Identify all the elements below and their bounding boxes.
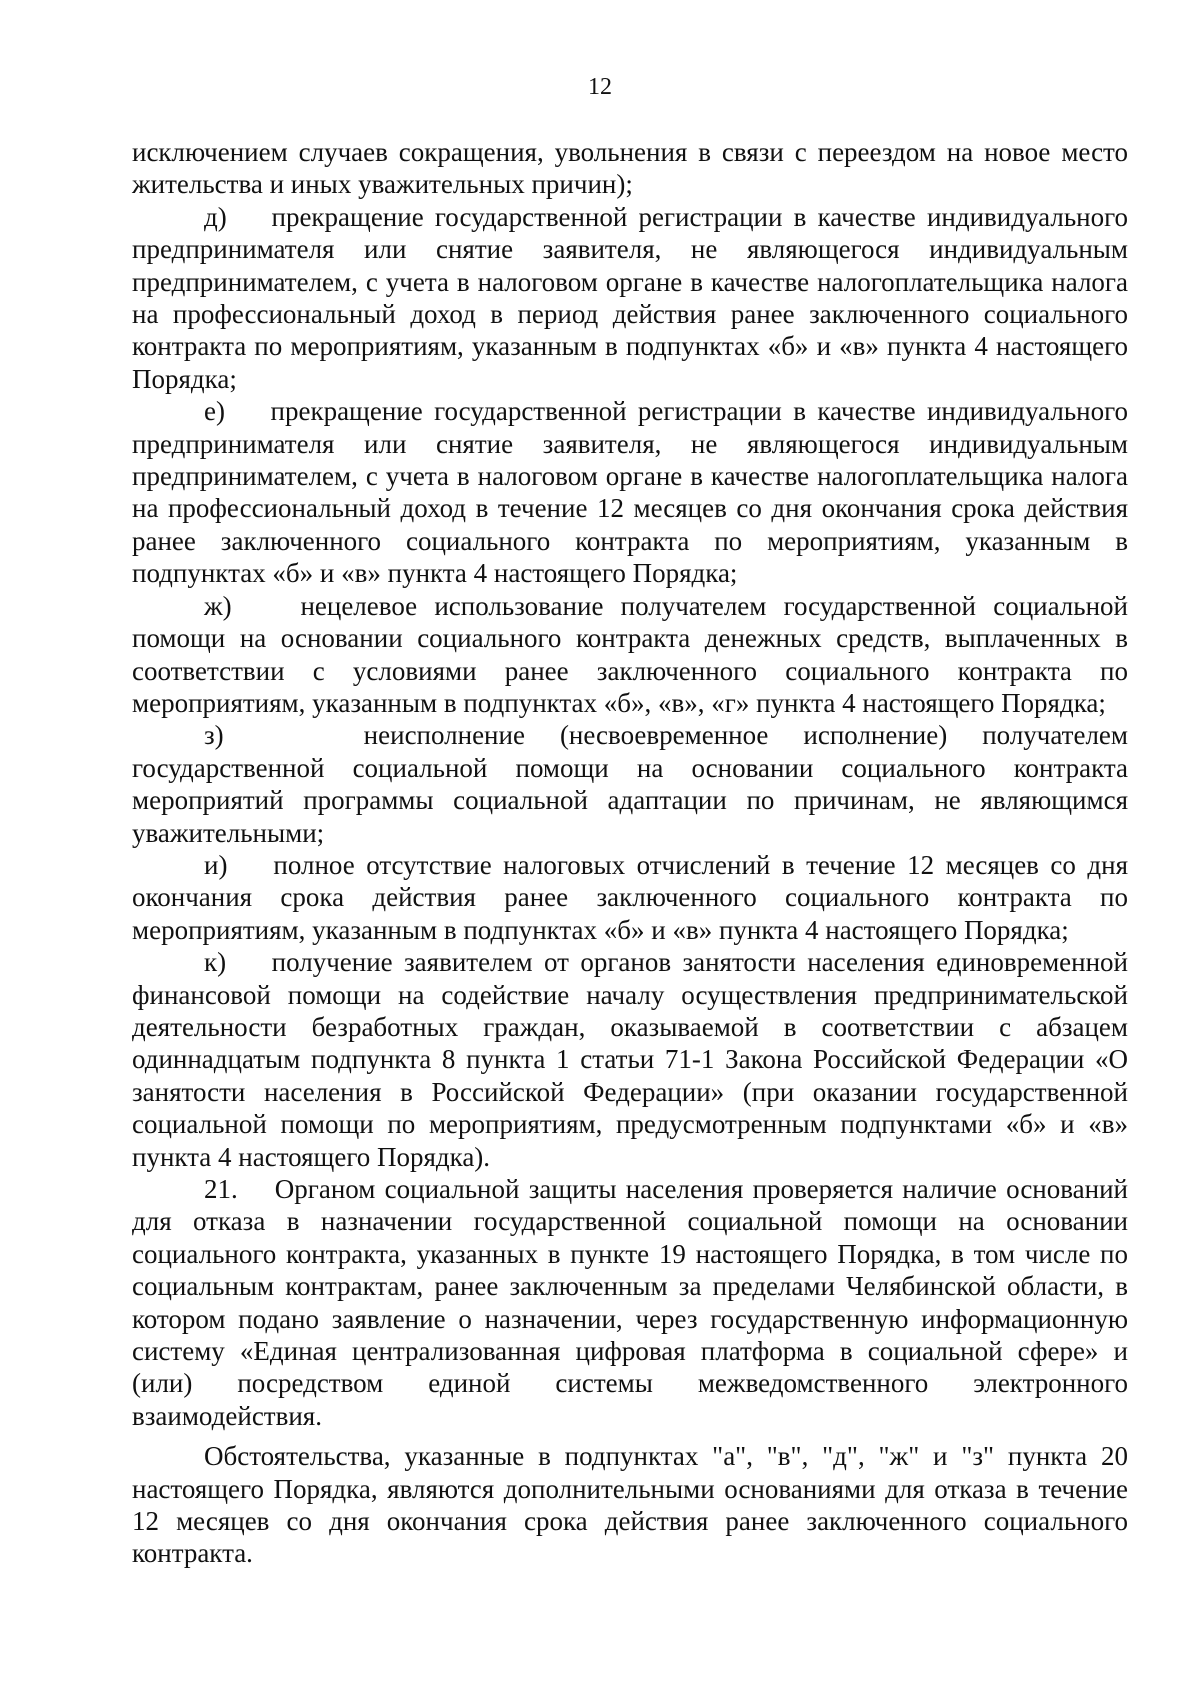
paragraph-item-k: к) получение заявителем от органов занятости населения единовременной финансовой помощи на содействие началу осуществления предпринимательской деятельности безработных граждан, оказываемой в соответствии с абзацем одиннадцатым подпункта 8 пункта 1 статьи 71-1 Закона Российской Федерации «О занятости населения в Российской Федерации» (при оказании государственной социальной помощи по мероприятиям, предусмотренным подпунктами «б» и «в» пункта 4 настоящего Порядка). xyxy=(132,947,1128,1172)
paragraph-item-zh: ж) нецелевое использование получателем государственной социальной помощи на основании социального контракта денежных средств, выплаченных в соответствии с условиями ранее заключенного социального контракта по мероприятиям, указанным в подпунктах «б», «в», «г» пункта 4 настоящего Порядка; xyxy=(132,590,1128,718)
document-body xyxy=(132,136,1128,1570)
paragraph-clause-21: 21. Органом социальной защиты населения проверяется наличие оснований для отказа в назначении государственной социальной помощи на основании социального контракта, указанных в пункте 19 настоящего Порядка, в том числе по социальным контрактам, ранее заключенным за пределами Челябинской области, в котором подано заявление о назначении, через государственную информационную систему «Единая централизованная цифровая платформа в социальной сфере» и (или) посредством единой системы межведомственного электронного взаимодействия. xyxy=(132,1174,1128,1431)
paragraph-item-e: е) прекращение государственной регистрации в качестве индивидуального предпринимателя или снятие заявителя, не являющегося индивидуальным предпринимателем, с учета в налоговом органе в качестве налогоплательщика налога на профессиональный доход в течение 12 месяцев со дня окончания срока действия ранее заключенного социального контракта по мероприятиям, указанным в подпунктах «б» и «в» пункта 4 настоящего Порядка; xyxy=(132,396,1128,589)
paragraph-final: Обстоятельства, указанные в подпунктах "а", "в", "д", "ж" и "з" пункта 20 настоящего Порядка, являются дополнительными основаниями для отказа в течение 12 месяцев со дня окончания срока действия ранее заключенного социального контракта. xyxy=(132,1441,1128,1569)
paragraph-item-z: з) неисполнение (несвоевременное исполнение) получателем государственной социальной помощи на основании социального контракта мероприятий программы социальной адаптации по причинам, не являющимся уважительными; xyxy=(132,720,1128,848)
paragraph-item-i: и) полное отсутствие налоговых отчислений в течение 12 месяцев со дня окончания срока действия ранее заключенного социального контракта по мероприятиям, указанным в подпунктах «б» и «в» пункта 4 настоящего Порядка; xyxy=(132,849,1128,945)
paragraph-continuation: исключением случаев сокращения, увольнения в связи с переездом на новое место жительства и иных уважительных причин); xyxy=(132,137,1128,200)
page-number: 12 xyxy=(588,74,612,100)
paragraph-item-d: д) прекращение государственной регистрации в качестве индивидуального предпринимателя или снятие заявителя, не являющегося индивидуальным предпринимателем, с учета в налоговом органе в качестве налогоплательщика налога на профессиональный доход в период действия ранее заключенного социального контракта по мероприятиям, указанным в подпунктах «б» и «в» пункта 4 настоящего Порядка; xyxy=(132,201,1128,394)
